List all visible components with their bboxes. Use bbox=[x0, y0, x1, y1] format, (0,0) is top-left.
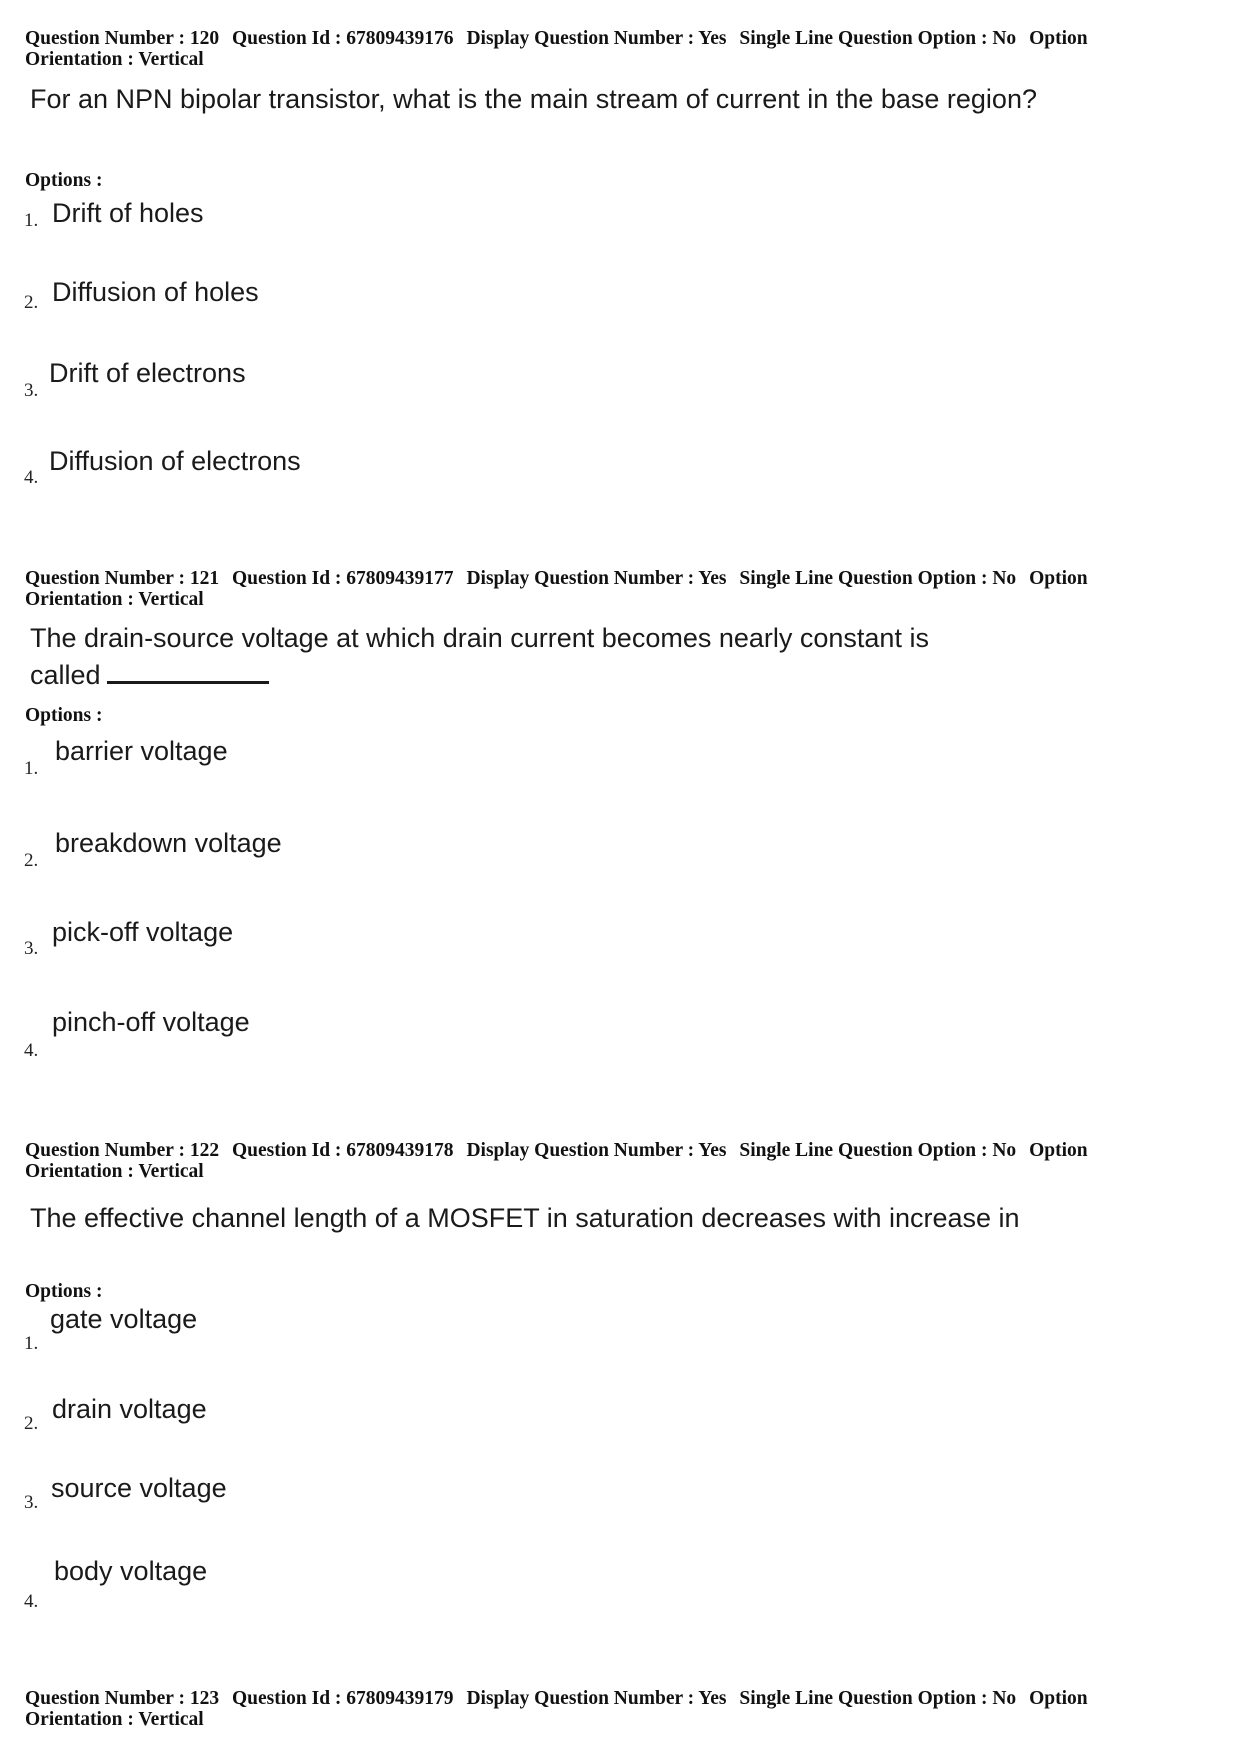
question-id: Question Id : 67809439179 bbox=[231, 1688, 454, 1709]
options-label: Options : bbox=[25, 1281, 103, 1302]
question-text-line1: The drain-source voltage at which drain current becomes nearly constant is bbox=[30, 623, 929, 653]
single-line-option: Single Line Question Option : No bbox=[739, 1688, 1017, 1709]
option-number: 2. bbox=[24, 1413, 39, 1434]
option-text: drain voltage bbox=[52, 1394, 207, 1424]
option-number: 2. bbox=[24, 850, 39, 871]
display-question-number: Display Question Number : Yes bbox=[466, 28, 727, 49]
option-orientation-value: Orientation : Vertical bbox=[25, 1161, 204, 1182]
single-line-option: Single Line Question Option : No bbox=[739, 568, 1017, 589]
question-number: Question Number : 121 bbox=[25, 568, 220, 589]
question-id: Question Id : 67809439178 bbox=[231, 1140, 454, 1161]
option-text: gate voltage bbox=[50, 1304, 198, 1334]
options-label: Options : bbox=[25, 170, 103, 191]
display-question-number: Display Question Number : Yes bbox=[466, 1140, 727, 1161]
single-line-option: Single Line Question Option : No bbox=[739, 28, 1017, 49]
answer-blank bbox=[107, 655, 269, 684]
option-orientation-value: Orientation : Vertical bbox=[25, 589, 204, 610]
option-orientation-value: Orientation : Vertical bbox=[25, 49, 204, 70]
question-id: Question Id : 67809439176 bbox=[231, 28, 454, 49]
option-orientation-label: Option bbox=[1029, 28, 1088, 49]
option-number: 3. bbox=[24, 380, 39, 401]
question-text: The effective channel length of a MOSFET in saturation decreases with increase in bbox=[30, 1203, 1020, 1233]
question-meta bbox=[25, 28, 1185, 70]
option-text: pinch-off voltage bbox=[52, 1007, 250, 1037]
option-orientation-label: Option bbox=[1029, 1688, 1088, 1709]
option-number: 2. bbox=[24, 292, 39, 313]
option-number: 4. bbox=[24, 1591, 39, 1612]
display-question-number: Display Question Number : Yes bbox=[466, 568, 727, 589]
single-line-option: Single Line Question Option : No bbox=[739, 1140, 1017, 1161]
option-text: Drift of electrons bbox=[49, 358, 246, 388]
question-meta bbox=[25, 568, 1185, 610]
question-meta bbox=[25, 1688, 1185, 1730]
option-orientation-value: Orientation : Vertical bbox=[25, 1709, 204, 1730]
option-number: 4. bbox=[24, 1040, 39, 1061]
question-id: Question Id : 67809439177 bbox=[231, 568, 454, 589]
option-number: 3. bbox=[24, 938, 39, 959]
question-text bbox=[30, 621, 1080, 692]
option-text: pick-off voltage bbox=[52, 917, 234, 947]
question-text: For an NPN bipolar transistor, what is the main stream of current in the base region? bbox=[30, 84, 1037, 114]
options-label: Options : bbox=[25, 705, 103, 726]
option-text: breakdown voltage bbox=[55, 828, 282, 858]
option-number: 1. bbox=[24, 1333, 39, 1354]
option-text: body voltage bbox=[54, 1556, 208, 1586]
question-number: Question Number : 123 bbox=[25, 1688, 220, 1709]
option-number: 1. bbox=[24, 210, 39, 231]
question-number: Question Number : 122 bbox=[25, 1140, 220, 1161]
option-number: 3. bbox=[24, 1492, 39, 1513]
option-text: source voltage bbox=[51, 1473, 227, 1503]
question-number: Question Number : 120 bbox=[25, 28, 220, 49]
display-question-number: Display Question Number : Yes bbox=[466, 1688, 727, 1709]
option-number: 4. bbox=[24, 467, 39, 488]
question-text-line2: called bbox=[30, 660, 101, 690]
option-orientation-label: Option bbox=[1029, 1140, 1088, 1161]
option-orientation-label: Option bbox=[1029, 568, 1088, 589]
question-meta bbox=[25, 1140, 1185, 1182]
option-number: 1. bbox=[24, 758, 39, 779]
option-text: Diffusion of electrons bbox=[49, 446, 301, 476]
option-text: Drift of holes bbox=[52, 198, 204, 228]
option-text: barrier voltage bbox=[55, 736, 228, 766]
option-text: Diffusion of holes bbox=[52, 277, 259, 307]
